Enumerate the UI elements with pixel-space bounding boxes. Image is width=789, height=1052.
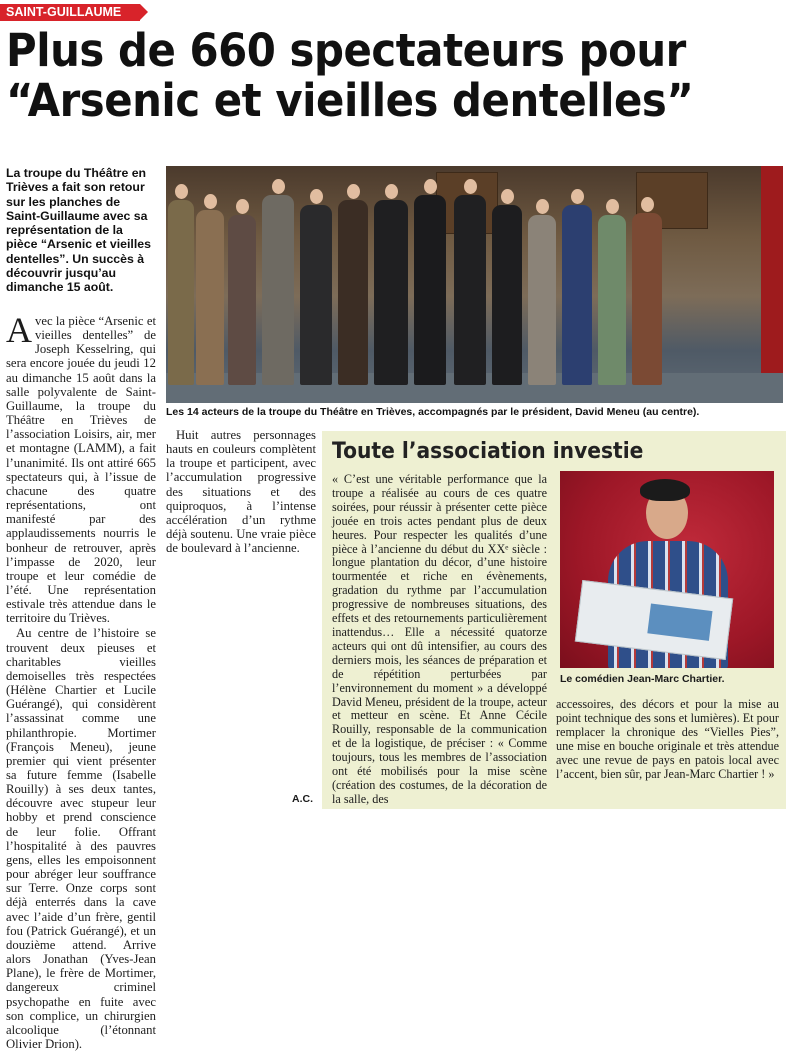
article-paragraph-2: Au centre de l’histoire se trouvent deux pieuses et charitables vieilles demoiselles très respectées (Hélène Chartier et Lucile Guérangé), qui considèrent l’assassinat comme une philanthropie. Mortimer (François Meneu), jeune premier qui vient présenter sa future femme (Isabelle Rouilly) à ses deux tantes, découvre avec stupeur leur hobby et prend conscience de leur folie. Offrant l’hospitalité à des pauvres gens, elles les empoisonnent pour abréger leur souffrance sur Terre. Onze corps sont déjà enterrés dans la cave avec l’aide d’un frère, gentil fou (Patrick Guérangé), et un douzième attend. Arrive alors Jonathan (Yves-Jean Plane), le frère de Mortimer, dangereux criminel psychopathe en fuite avec son complice, un chirurgien alcoolique (l’étonnant Olivier Drion). bbox=[6, 626, 156, 1051]
article-column-2 bbox=[166, 428, 316, 556]
troupe-photo bbox=[166, 166, 783, 403]
section-tag: SAINT-GUILLAUME bbox=[0, 4, 140, 21]
article-paragraph-1: Avec la pièce “Arsenic et vieilles dentelles” de Joseph Kesselring, qui sera encore jouée du jeudi 12 au dimanche 15 août dans la salle polyvalente de Saint-Guillaume, la troupe du Théâtre en Trièves de l’association Loisirs, air, mer et montagne (LAMM), a fait l’unanimité. Ils ont attiré 665 spectateurs qui, à l’issue de chacune des quatre représentations, ont manifesté par des applaudissements nourris le bonheur de retrouver, après l’impasse de 2020, leur troupe et leur comédie de l’été. Une représentation estivale très attendue dans le territoire du Trièves. bbox=[6, 310, 156, 626]
signature: A.C. bbox=[292, 793, 313, 805]
headline: Plus de 660 spectateurs pour “Arsenic et vieilles dentelles” bbox=[6, 24, 694, 127]
sidebar-title: Toute l’association investie bbox=[332, 439, 644, 464]
comedian-photo-caption: Le comédien Jean-Marc Chartier. bbox=[560, 673, 725, 685]
article-column-1 bbox=[6, 310, 156, 1052]
sidebar-text-column-2: accessoires, des décors et pour la mise au point technique des sons et lumières). Et pour remplacer la chronique des “Vielles Pies”, une mise en bouche originale et très attendue avec une revue de pays en patois local avec l’accent, bien sûr, par Jean-Marc Chartier ! » bbox=[556, 697, 779, 781]
sidebar-text-column-1: « C’est une véritable performance que la troupe a réalisée au cours de ces quatre soirées, pour réussir à présenter cette pièce jouée en trois actes pendant plus de deux heures. Pour respecter les qualités d’une pièce à l’ancienne du début du XXᵉ siècle : longue plantation du décor, d’une histoire tourmentée et riche en évènements, gradation du rythme par l’accumulation progressive de nombreuses situations, des effets et des retournements particulièrement inattendus… Elle a nécessité quatorze acteurs qui ont dû intensifier, au cours des derniers mois, les séances de préparation et de répétition perturbées par l’environnement du moment » a développé David Meneu, président de la troupe, acteur et metteur en scène. Et Anne Cécile Rouilly, responsable de la communication et de la logistique, de préciser : « Comme toujours, tous les membres de l’association ont été mobilisés pour la mise scène (création des costumes, de la décoration de la salle, des bbox=[332, 472, 547, 806]
article-paragraph-3: Huit autres personnages hauts en couleurs complètent la troupe et participent, avec l’accumulation progressive des situations et des quiproquos, à l’intense accélération d’un rythme déjà soutenu. Une vraie pièce de boulevard à l’ancienne. bbox=[166, 428, 316, 556]
lead-paragraph: La troupe du Théâtre en Trièves a fait son retour sur les planches de Saint-Guillaume avec sa représentation de la pièce “Arsenic et vieilles dentelles”. Un succès à découvrir jusqu’au dimanche 15 août. bbox=[6, 166, 151, 295]
photo-caption: Les 14 acteurs de la troupe du Théâtre en Trièves, accompagnés par le président, David Meneu (au centre). bbox=[166, 406, 700, 418]
dropcap: A bbox=[6, 310, 32, 350]
comedian-photo bbox=[560, 471, 774, 668]
